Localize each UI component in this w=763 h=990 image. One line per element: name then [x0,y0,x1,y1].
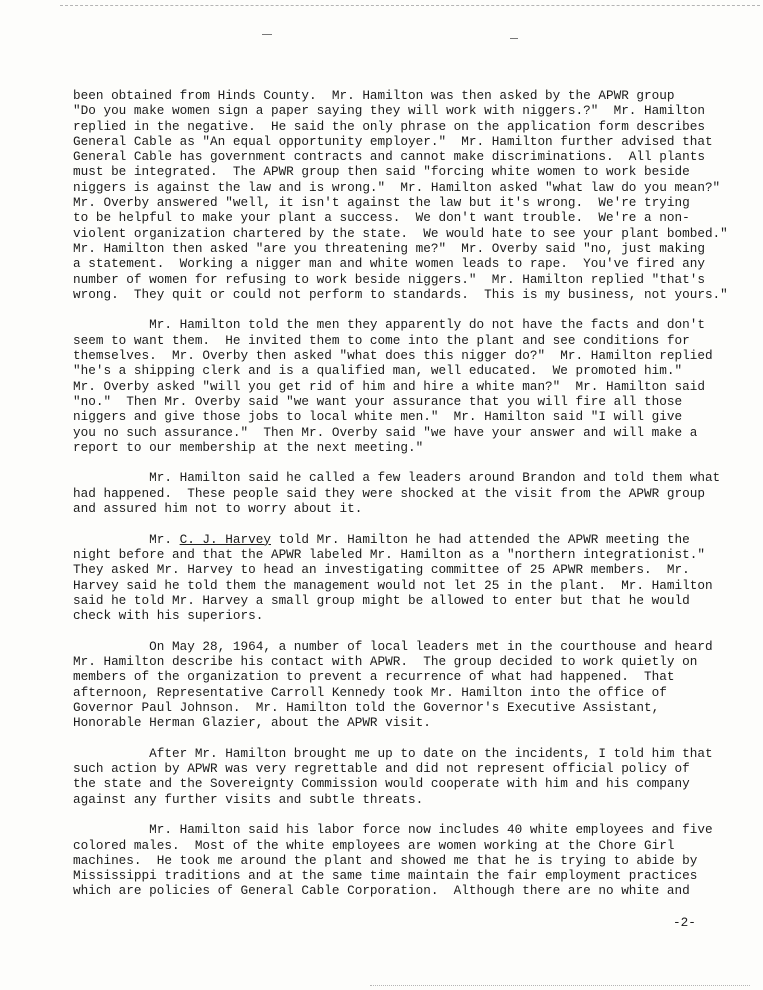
paragraph [73,746,723,807]
text-line: Mr. Overby asked "will you get rid of him and hire a white man?" Mr. Hamilton said [73,378,705,394]
page-number: -2- [673,915,696,930]
text-line: had happened. These people said they were shocked at the visit from the APWR group [73,485,705,501]
text-line: said he told Mr. Harvey a small group might be allowed to enter but that he would [73,592,690,608]
text-line: After Mr. Hamilton brought me up to date on the incidents, I told him that [73,745,713,761]
text-line: colored males. Most of the white employees are women working at the Chore Girl [73,837,675,853]
text-line: They asked Mr. Harvey to head an investigating committee of 25 APWR members. Mr. [73,562,690,578]
underlined-name: C. J. Harvey [179,531,271,547]
text-line: niggers and give those jobs to local white men." Mr. Hamilton said "I will give [73,409,683,425]
text-line: General Cable as "An equal opportunity employer." Mr. Hamilton further advised that [73,133,713,149]
text-line: "Do you make women sign a paper saying they will work with niggers.?" Mr. Hamilton [73,103,705,119]
text-line: Mr. C. J. Harvey told Mr. Hamilton he had attended the APWR meeting the [73,531,690,547]
text-line: Mr. Hamilton said he called a few leaders around Brandon and told them what [73,470,721,486]
text-line: replied in the negative. He said the only phrase on the application form describes [73,118,705,134]
text-line: must be integrated. The APWR group then said "forcing white women to work beside [73,164,690,180]
document-body [73,88,728,914]
text-line: "he's a shipping clerk and is a qualified man, well educated. We promoted him." [73,363,683,379]
text-line: report to our membership at the next meeting." [73,439,424,455]
paragraph [73,317,723,455]
text-line: Mr. Hamilton said his labor force now includes 40 white employees and five [73,822,713,838]
text-line: Mr. Hamilton told the men they apparently do not have the facts and don't [73,317,705,333]
text-line: machines. He took me around the plant and showed me that he is trying to abide by [73,852,698,868]
text-line: themselves. Mr. Overby then asked "what does this nigger do?" Mr. Hamilton replied [73,348,713,364]
text-line: afternoon, Representative Carroll Kennedy took Mr. Hamilton into the office of [73,684,667,700]
text-line: Mr. Overby answered "well, it isn't against the law but it's wrong. We're trying [73,195,690,211]
text-line: check with his superiors. [73,608,264,624]
text-line: members of the organization to prevent a recurrence of what had happened. That [73,669,675,685]
text-line: "no." Then Mr. Overby said "we want your assurance that you will fire all those [73,393,683,409]
text-line: wrong. They quit or could not perform to standards. This is my business, not yours." [73,286,728,302]
scan-speck [262,34,272,35]
text-line: you no such assurance." Then Mr. Overby said "we have your answer and will make a [73,424,698,440]
text-line: General Cable has government contracts and cannot make discriminations. All plants [73,149,705,165]
text-line: night before and that the APWR labeled Mr. Hamilton as a "northern integrationist." [73,546,705,562]
text-line: Mr. Hamilton describe his contact with APWR. The group decided to work quietly on [73,653,698,669]
text-line: Honorable Herman Glazier, about the APWR visit. [73,715,431,731]
paragraph [73,88,728,302]
paragraph [73,639,723,731]
text-line: such action by APWR was very regrettable and did not represent official policy of [73,761,690,777]
text-line: against any further visits and subtle threats. [73,791,424,807]
text-line: Harvey said he told them the management would not let 25 in the plant. Mr. Hamilton [73,577,713,593]
scan-top-edge [60,5,760,6]
text-line: and assured him not to worry about it. [73,501,363,517]
text-line: number of women for refusing to work beside niggers." Mr. Hamilton replied "that's [73,271,705,287]
text-line: seem to want them. He invited them to come into the plant and see conditions for [73,332,690,348]
text-line: On May 28, 1964, a number of local leaders met in the courthouse and heard [73,638,713,654]
scan-bottom-edge [370,985,750,986]
paragraph [73,822,723,898]
text-line: been obtained from Hinds County. Mr. Hamilton was then asked by the APWR group [73,88,675,103]
scan-speck [510,38,518,39]
text-line: which are policies of General Cable Corporation. Although there are no white and [73,883,690,899]
paragraph [73,532,723,624]
text-line: niggers is against the law and is wrong." Mr. Hamilton asked "what law do you mean?" [73,179,721,195]
text-line: to be helpful to make your plant a success. We don't want trouble. We're a non- [73,210,690,226]
text-line: a statement. Working a nigger man and white women leads to rape. You've fired any [73,256,705,272]
text-line: violent organization chartered by the state. We would hate to see your plant bombed." [73,225,728,241]
text-line: Mississippi traditions and at the same time maintain the fair employment practices [73,868,698,884]
text-line: Mr. Hamilton then asked "are you threatening me?" Mr. Overby said "no, just making [73,240,705,256]
paragraph [73,470,723,516]
text-line: Governor Paul Johnson. Mr. Hamilton told the Governor's Executive Assistant, [73,699,660,715]
text-line: the state and the Sovereignty Commission would cooperate with him and his company [73,776,690,792]
